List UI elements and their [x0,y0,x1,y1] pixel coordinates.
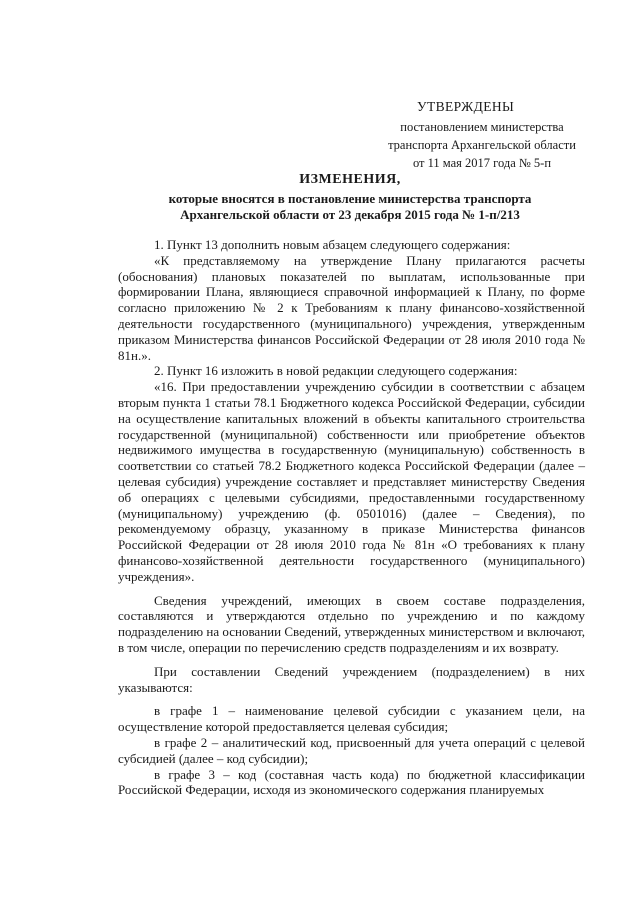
paragraph-9: в графе 3 – код (составная часть кода) по бюджетной классификации Российской Федерации, исходя из экономического содержания планируемых [118,766,585,798]
paragraph-4: «16. При предоставлении учреждению субсидии в соответствии с абзацем вторым пункта 1 статьи 78.1 Бюджетного кодекса Российской Федерации, субсидии на осуществление капитальных вложений в объекты капитального строительства государственной (муниципальной) собственности или приобретение объектов недвижимого имущества в государственную (муниципальную) собственность в соответствии со статьей 78.2 Бюджетного кодекса Российской Федерации (далее – целевая субсидия) учреждение составляет и представляет министерству Сведения об операциях с целевыми субсидиями, предоставленными государственному (муниципальному) учреждению (ф. 0501016) (далее – Сведения), по рекомендуемому образцу, указанному в приказе Министерства финансов Российской Федерации от 28 июля 2010 года № 81н «О требованиях к плану финансово-хозяйственной деятельности государственного (муниципального) учреждения». [118,379,585,584]
approval-stamp [372,98,592,172]
paragraph-8: в графе 2 – аналитический код, присвоенный для учета операций с целевой субсидией (далее – код субсидии); [118,734,585,766]
approval-title: УТВЕРЖДЕНЫ [417,99,515,114]
document-heading [120,172,580,223]
paragraph-3: 2. Пункт 16 изложить в новой редакции следующего содержания: [154,363,518,379]
paragraph-6: При составлении Сведений учреждением (подразделением) в них указываются: [118,663,585,695]
heading-line-2: Архангельской области от 23 декабря 2015 года № 1-п/213 [180,207,520,222]
approval-line-2: транспорта Архангельской области [388,138,576,152]
approval-line-1: постановлением министерства [400,120,564,134]
document-body [118,237,585,798]
paragraph-5: Сведения учреждений, имеющих в своем составе подразделения, составляются и утверждаются отдельно по учреждению и по каждому подразделению на основании Сведений, утвержденных министерством и включают, в том числе, операции по перечислению средств подразделениям и их возврату. [118,592,585,655]
approval-line-3: от 11 мая 2017 года № 5-п [412,156,552,170]
heading-line-1: которые вносятся в постановление министерства транспорта [168,191,532,206]
paragraph-7: в графе 1 – наименование целевой субсидии с указанием цели, на осуществление которой предоставляется целевая субсидия; [118,703,585,735]
heading-title: ИЗМЕНЕНИЯ, [299,172,401,187]
paragraph-1: 1. Пункт 13 дополнить новым абзацем следующего содержания: [154,237,511,252]
paragraph-2: «К представляемому на утверждение Плану прилагаются расчеты (обоснования) плановых показателей по выплатам, использованные при формировании Плана, являющиеся справочной информацией к Плану, по форме согласно приложению № 2 к Требованиям к плану финансово-хозяйственной деятельности государственного (муниципального) учреждения, утвержденным приказом Министерства финансов Российской Федерации от 28 июля 2010 года № 81н.». [118,252,585,363]
